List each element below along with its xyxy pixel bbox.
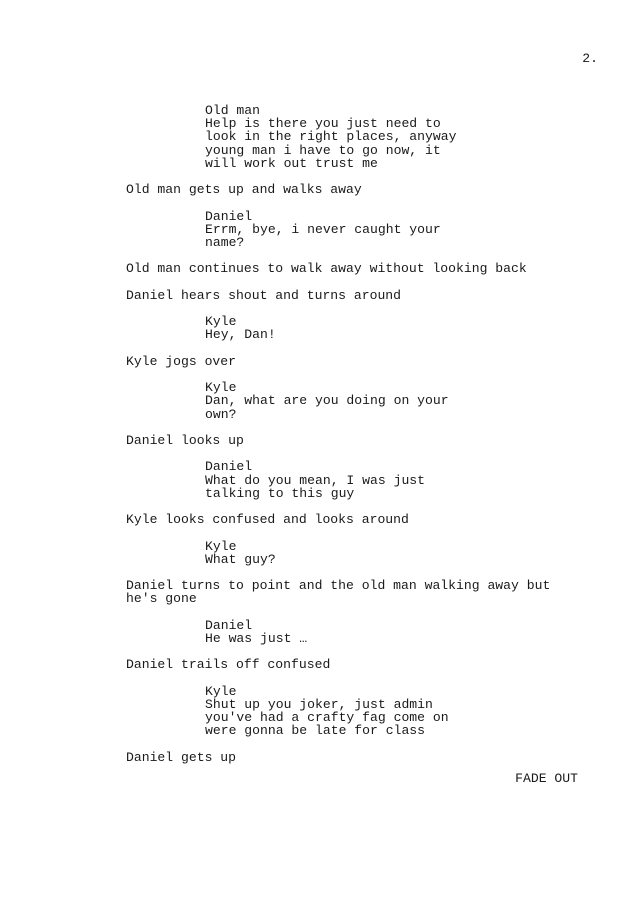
dialogue-block	[205, 315, 596, 341]
character-name: Kyle	[205, 314, 237, 330]
dialogue-block	[205, 210, 596, 250]
dialogue-line: He was just …	[205, 630, 308, 646]
character-name: Kyle	[205, 683, 237, 699]
action-line: Daniel hears shout and turns around	[126, 287, 402, 303]
character-name: Old man	[205, 103, 261, 118]
transition-fade-out: FADE OUT	[515, 771, 578, 786]
action-line: Kyle jogs over	[126, 353, 237, 369]
dialogue-line: look in the right places, anyway	[205, 129, 457, 145]
dialogue-block	[205, 104, 596, 170]
action-block	[126, 183, 596, 196]
action-block	[126, 262, 596, 275]
action-line: Old man continues to walk away without looking back	[126, 261, 527, 277]
action-block	[126, 513, 596, 526]
action-block	[126, 289, 596, 302]
dialogue-line: young man i have to go now, it	[205, 142, 441, 158]
action-block	[126, 658, 596, 671]
dialogue-block	[205, 540, 596, 566]
page-number: 2.	[582, 51, 598, 66]
dialogue-line: Errm, bye, i never caught your	[205, 221, 441, 237]
dialogue-line: will work out trust me	[205, 155, 378, 171]
character-name: Daniel	[205, 617, 253, 633]
dialogue-block	[205, 685, 596, 738]
dialogue-line: name?	[205, 235, 245, 250]
dialogue-line: Help is there you just need to	[205, 116, 441, 132]
dialogue-line: What do you mean, I was just	[205, 472, 426, 488]
action-block	[126, 751, 596, 764]
dialogue-block	[205, 460, 596, 500]
dialogue-line: talking to this guy	[205, 485, 355, 501]
action-line: Daniel looks up	[126, 432, 244, 448]
dialogue-line: were gonna be late for class	[205, 723, 426, 739]
dialogue-line: you've had a crafty fag come on	[205, 710, 449, 726]
dialogue-line: own?	[205, 406, 237, 422]
action-line: Daniel trails off confused	[126, 657, 331, 673]
dialogue-line: What guy?	[205, 551, 276, 567]
character-name: Daniel	[205, 208, 253, 224]
dialogue-block	[205, 381, 596, 421]
character-name: Kyle	[205, 538, 237, 554]
action-block	[126, 355, 596, 368]
dialogue-line: Dan, what are you doing on your	[205, 393, 449, 409]
dialogue-block	[205, 619, 596, 645]
action-block	[126, 579, 596, 605]
character-name: Daniel	[205, 459, 253, 475]
action-block	[126, 434, 596, 447]
character-name: Kyle	[205, 380, 237, 396]
action-line: Daniel turns to point and the old man walking away but	[126, 578, 551, 594]
action-line: Kyle looks confused and looks around	[126, 512, 409, 528]
dialogue-line: Shut up you joker, just admin	[205, 696, 433, 712]
action-line: Old man gets up and walks away	[126, 182, 362, 198]
action-line: Daniel gets up	[126, 749, 237, 765]
script-body	[126, 104, 596, 777]
action-line: he's gone	[126, 591, 197, 607]
dialogue-line: Hey, Dan!	[205, 327, 276, 343]
